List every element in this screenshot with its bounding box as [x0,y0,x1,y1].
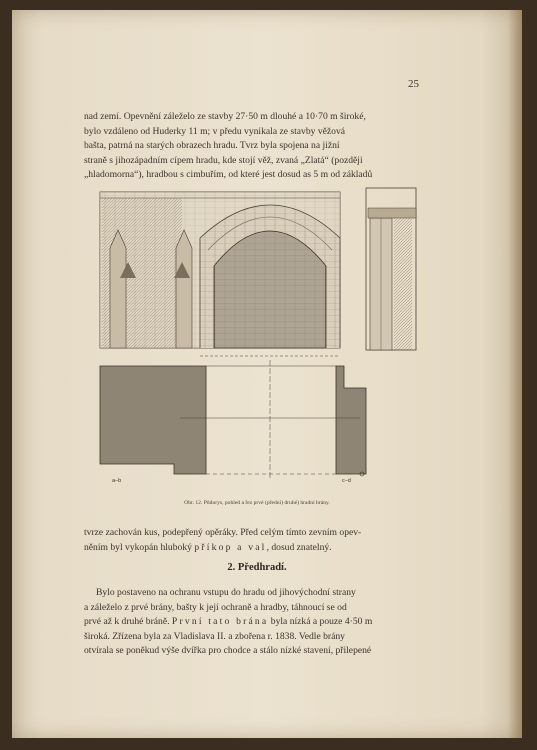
figure-label-left: a–b [112,478,122,484]
figure-label-right: c–d [342,478,351,484]
page-number: 25 [408,78,419,90]
figure-caption: Obr. 12. Půdorys, pohled a řez prvé (přední) druhé) hradní brány. [184,500,330,506]
paragraph-bottom [84,586,430,659]
text-line: bašta, patrná na starých obrazech hradu. Tvrz byla spojena na jižní [84,140,340,152]
text-line: „hladomorna“), hradbou s cimbuřím, od které jest dosud as 5 m od základů [84,169,373,181]
text-span: byla nízká a pouze 4·50 m [268,616,373,628]
emphasized-text: První tato brána [171,616,269,628]
text-line: straně s jihozápadním cípem hradu, kde stojí věž, zvaná „Zlatá“ (později [84,154,363,166]
text-line [84,541,430,556]
page-edge-shadow [508,10,522,738]
paragraph-middle [84,526,430,555]
text-span: prvé až k druhé bráně. [84,616,172,628]
text-line [84,615,430,630]
text-span: , dosud znatelný. [266,541,332,553]
text-line: tvrze zachován kus, podepřený opěráky. Před celým tímto zevním opev- [84,527,362,538]
gate-drawing [90,178,426,488]
plan-view [100,360,366,478]
text-line: a záleželo z prvé brány, bašty k její ochraně a hradby, táhnoucí se od [84,601,347,613]
text-span: něním byl vykopán hluboký [84,541,195,553]
text-line: otvírala se poněkud výše dvířka pro chodce a stálo nízké stavení, přilepené [84,645,372,657]
gate-drawing-figure [90,178,426,488]
paragraph-top [84,110,430,183]
text-line: široká. Zřízena byla za Vladislava II. a zbořena r. 1838. Vedle brány [84,630,345,642]
text-line: bylo vzdáleno od Huderky 11 m; v předu vynikala ze stavby věžová [84,125,345,137]
section-view [366,188,416,350]
text-line: nad zemí. Opevnění záleželo ze stavby 27·50 m dlouhé a 10·70 m široké, [84,111,366,122]
elevation-view [100,192,340,356]
emphasized-text: příkop a val [194,541,267,553]
text-line: Bylo postaveno na ochranu vstupu do hradu od jihovýchodní strany [96,587,356,598]
section-heading: 2. Předhradí. [227,562,287,573]
